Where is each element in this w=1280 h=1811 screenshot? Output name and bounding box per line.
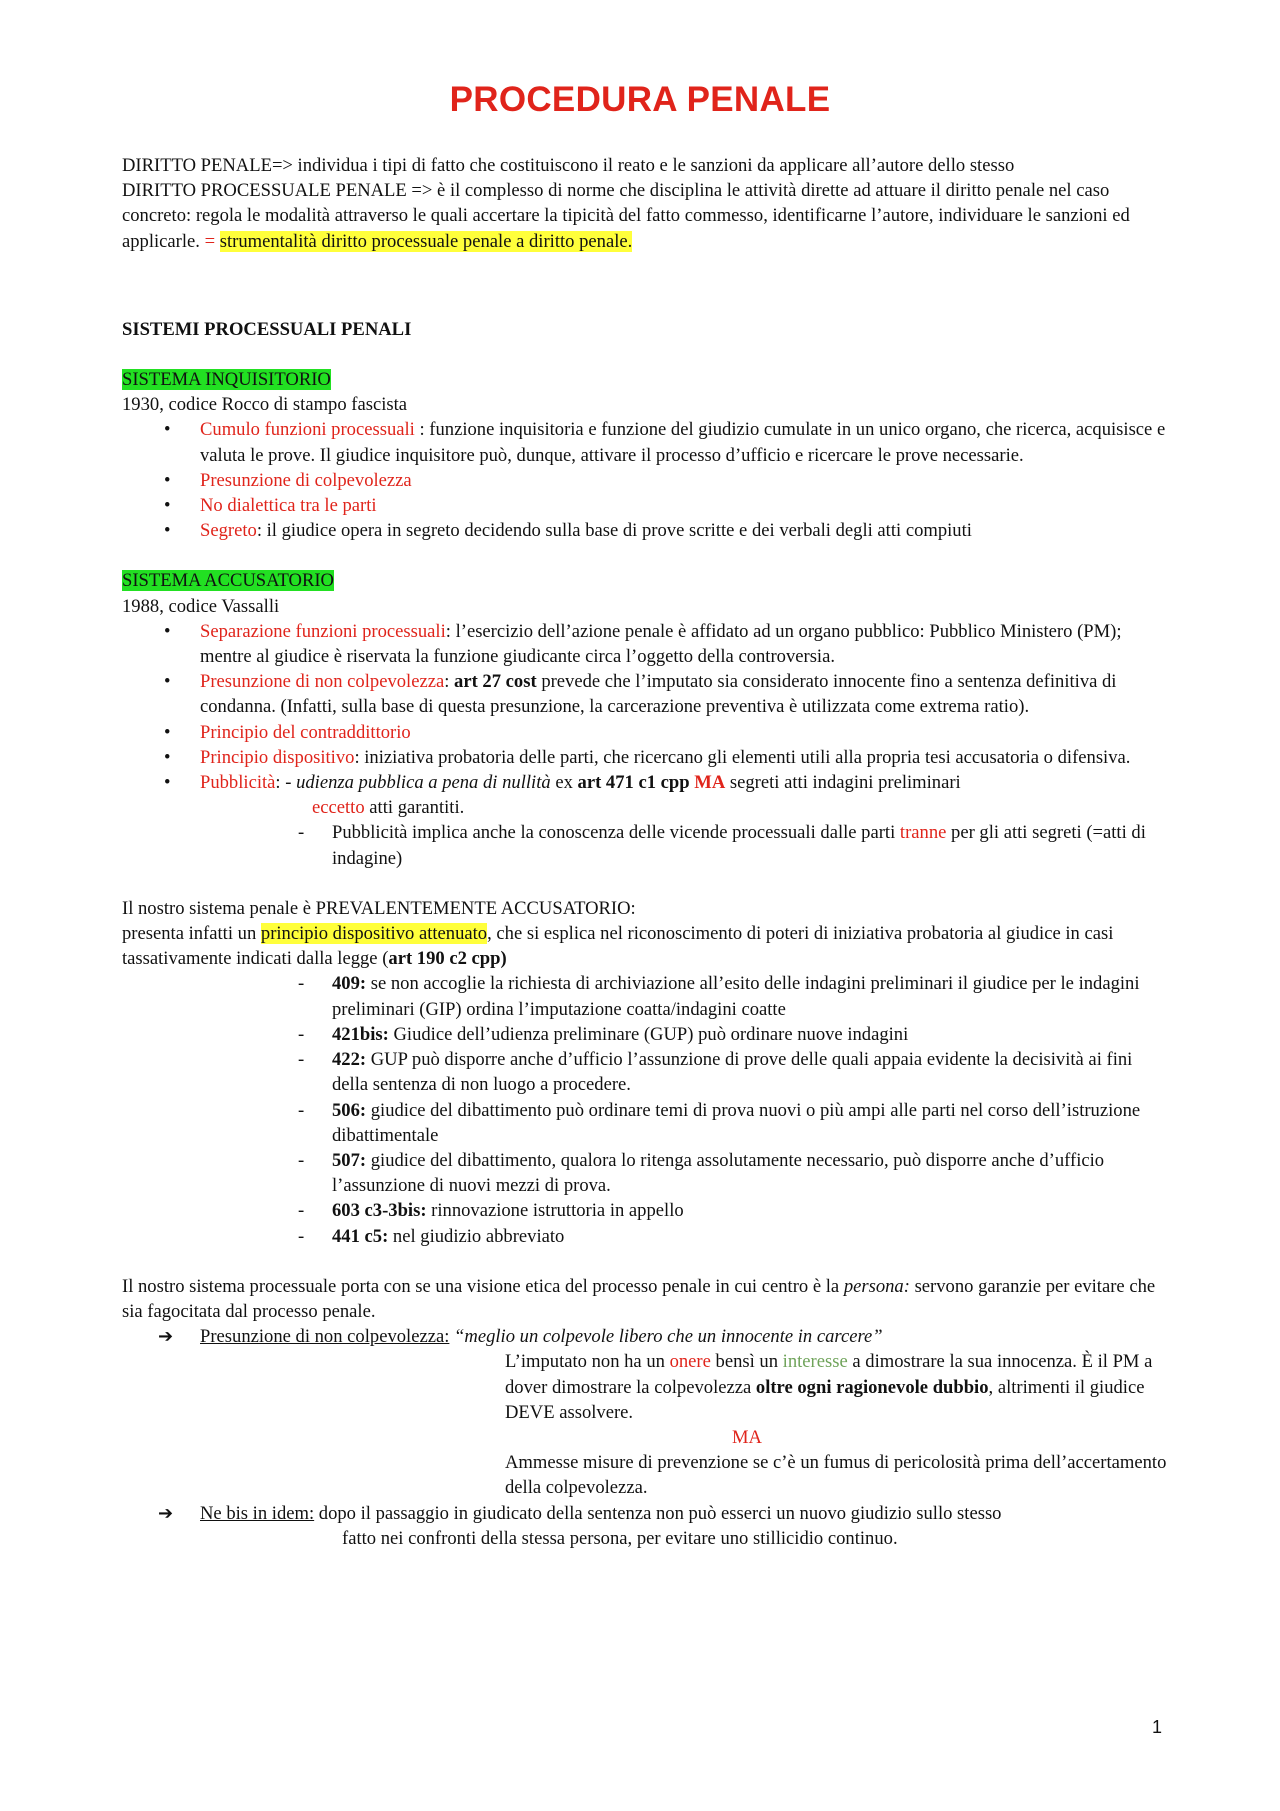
section-heading: SISTEMI PROCESSUALI PENALI	[122, 318, 412, 340]
eccetto-line: eccetto atti garantiti.	[312, 797, 465, 819]
list-item: • Pubblicità: - udienza pubblica a pena di nullità ex art 471 c1 cpp MA segreti atti indagini preliminari	[164, 772, 961, 794]
intro-highlight: strumentalità diritto processuale penale a diritto penale.	[219, 230, 633, 252]
document-body	[122, 153, 1172, 1551]
articles-list	[122, 971, 1172, 1248]
prevenzione-note: Ammesse misure di prevenzione se c’è un fumus di pericolosità prima dell’accertamento della colpevolezza.	[505, 1452, 1167, 1499]
intro-paragraph	[122, 153, 1172, 254]
arrow-item-presunzione: ➔ Presunzione di non colpevolezza: “meglio un colpevole libero che un innocente in carcere”	[122, 1324, 1172, 1349]
page-title: PROCEDURA PENALE	[449, 80, 831, 119]
presunzione-explanation: L’imputato non ha un onere bensì un interesse a dimostrare la sua innocenza. È il PM a dover dimostrare la colpevolezza oltre ogni ragionevole dubbio, altrimenti il giudice DEVE assolvere.	[505, 1351, 1153, 1423]
accusatorio-subtitle: 1988, codice Vassalli	[122, 595, 280, 617]
inquisitorio-heading: SISTEMA INQUISITORIO	[122, 369, 331, 391]
etica-paragraph: Il nostro sistema processuale porta con se una visione etica del processo penale in cui centro è la persona: servono garanzie per evitare che sia fagocitata dal processo penale.	[122, 1275, 1156, 1322]
page-number: 1	[1151, 1717, 1162, 1737]
arrow-right-icon: ➔	[158, 1502, 174, 1524]
intro-line-1: DIRITTO PENALE=> individua i tipi di fatto che costituiscono il reato e le sanzioni da applicare all’autore dello stesso	[122, 155, 1015, 176]
article-item: - 603 c3-3bis: rinnovazione istruttoria in appello	[298, 1200, 684, 1222]
list-item: • No dialettica tra le parti	[164, 495, 377, 517]
list-item: • Principio dispositivo: iniziativa probatoria delle parti, che ricercano gli elementi utili alla propria tesi accusatoria o difensiva.	[164, 746, 1131, 768]
prevalente-line-2: presenta infatti un principio dispositivo attenuato, che si esplica nel riconoscimento di poteri di iniziativa probatoria al giudice in casi tassativamente indicati dalla legge (art 190 c2 cpp)	[122, 923, 1114, 970]
intro-line-2: DIRITTO PROCESSUALE PENALE => è il complesso di norme che disciplina le attività dirette ad attuare il diritto penale nel caso concreto: regola le modalità attraverso le quali accertare la tipicità del fatto commesso, identificarne l’autore, individuare le sanzioni ed applicarle.	[122, 180, 1130, 252]
inquisitorio-list	[122, 417, 1172, 543]
article-item: - 441 c5: nel giudizio abbreviato	[298, 1225, 565, 1247]
article-item: - 422: GUP può disporre anche d’ufficio l’assunzione di prove delle quali appaia evidente la decisività ai fini della sentenza di non luogo a procedere.	[298, 1049, 1133, 1096]
list-item: • Presunzione di non colpevolezza: art 27 cost prevede che l’imputato sia considerato innocente fino a sentenza definitiva di condanna. (Infatti, sulla base di questa presunzione, la carcerazione preventiva è utilizzata come extrema ratio).	[164, 671, 1117, 718]
article-item: - 409: se non accoglie la richiesta di archiviazione all’esito delle indagini preliminari il giudice per le indagini preliminari (GIP) ordina l’imputazione coatta/indagini coatte	[298, 973, 1140, 1020]
accusatorio-list	[122, 619, 1172, 795]
article-item: - 507: giudice del dibattimento, qualora lo ritenga assolutamente necessario, può disporre anche d’ufficio l’assunzione di nuovi mezzi di prova.	[298, 1149, 1105, 1197]
list-item: • Separazione funzioni processuali: l’esercizio dell’azione penale è affidato ad un organo pubblico: Pubblico Ministero (PM); mentre al giudice è riservata la funzione giudicante circa l’oggetto della controversia.	[164, 620, 1122, 668]
list-item: • Cumulo funzioni processuali : funzione inquisitoria e funzione del giudizio cumulate in un unico organo, che ricerca, acquisisce e valuta le prove. Il giudice inquisitore può, dunque, attivare il processo d’ufficio e ricercare le prove necessarie.	[164, 419, 1166, 466]
pubblicita-sub: - Pubblicità implica anche la conoscenza delle vicende processuali dalle parti tranne per gli atti segreti (=atti di indagine)	[298, 822, 1146, 869]
arrow-right-icon: ➔	[158, 1326, 174, 1348]
list-item: • Principio del contraddittorio	[164, 721, 411, 743]
arrow-item-ne-bis-in-idem: ➔ Ne bis in idem: dopo il passaggio in giudicato della sentenza non può esserci un nuovo giudizio sullo stesso	[122, 1501, 1172, 1526]
article-item: - 421bis: Giudice dell’udienza preliminare (GUP) può ordinare nuove indagini	[298, 1023, 909, 1045]
accusatorio-heading: SISTEMA ACCUSATORIO	[122, 570, 334, 592]
inquisitorio-subtitle: 1930, codice Rocco di stampo fascista	[122, 394, 408, 416]
list-item: • Presunzione di colpevolezza	[164, 469, 412, 491]
ma-connector: MA	[732, 1426, 762, 1448]
intro-equals: =	[204, 230, 220, 252]
article-item: - 506: giudice del dibattimento può ordinare temi di prova nuovi o più ampi alle parti nel corso dell’istruzione dibattimentale	[298, 1099, 1141, 1146]
ne-bis-in-idem-continuation: fatto nei confronti della stessa persona, per evitare uno stillicidio continuo.	[342, 1527, 898, 1549]
prevalente-line-1: Il nostro sistema penale è PREVALENTEMENTE ACCUSATORIO:	[122, 897, 636, 919]
list-item: • Segreto: il giudice opera in segreto decidendo sulla base di prove scritte e dei verbali degli atti compiuti	[164, 520, 972, 542]
